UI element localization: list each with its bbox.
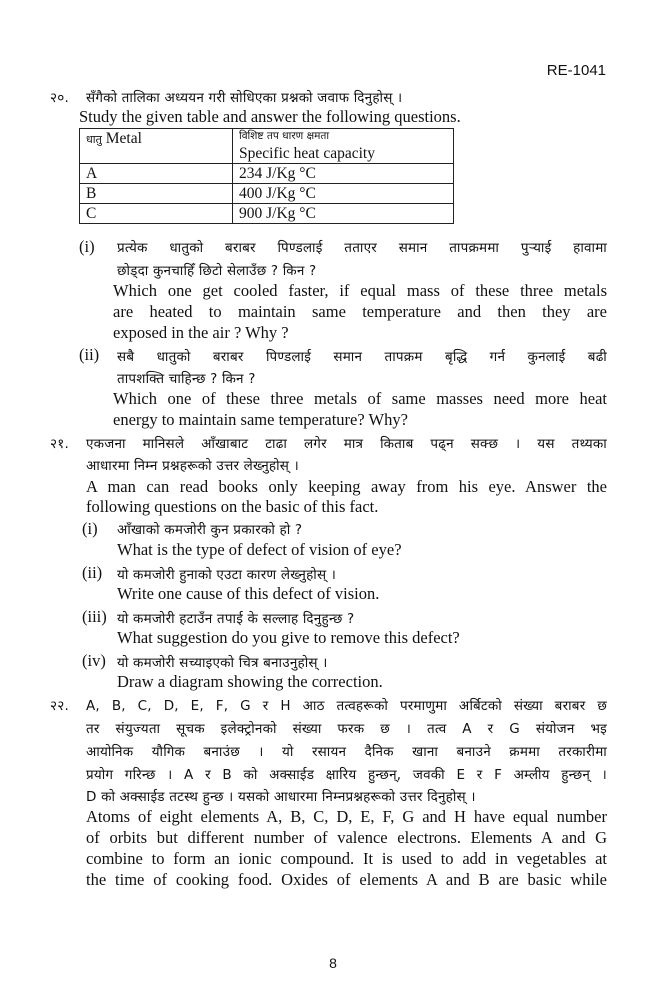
- q20-sub-i-nepali-2: छोड्दा कुनचाहिँ छिटो सेलाउँछ ? किन ?: [117, 263, 317, 279]
- col1-english: Metal: [105, 130, 142, 147]
- q20-sub-i-english-2: are heated to maintain same temperature and then they are: [113, 302, 607, 321]
- question-22-nepali-1: A, B, C, D, E, F, G र H आठ तत्वहरूको परमाणुमा अर्बिटको संख्या बराबर छ: [86, 698, 607, 714]
- question-20-number: २०.: [50, 90, 69, 106]
- metal-cell: B: [80, 184, 233, 204]
- q20-sub-ii-nepali-1: सबै धातुको बराबर पिण्डलाई समान तापक्रम बृद्धि गर्न कुनलाई बढी: [117, 349, 607, 365]
- q21-sub-iv-nepali: यो कमजोरी सच्याइएको चित्र बनाउनुहोस् ।: [117, 655, 328, 671]
- question-22-english-4: the time of cooking food. Oxides of elements A and B are basic while: [86, 870, 607, 889]
- value-cell: 400 J/Kg °C: [233, 184, 454, 204]
- question-20-nepali: सँगैको तालिका अध्ययन गरी सोधिएका प्रश्नको जवाफ दिनुहोस् ।: [86, 90, 403, 106]
- question-22-english-1: Atoms of eight elements A, B, C, D, E, F, G and H have equal number: [86, 807, 607, 826]
- specific-heat-table: [79, 128, 454, 224]
- question-22-english-2: of orbits but different number of valence electrons. Elements A and G: [86, 828, 607, 847]
- table-row: [80, 204, 454, 224]
- question-22-nepali-5: D को अक्साईड तटस्थ हुन्छ । यसको आधारमा निम्नप्रश्नहरूको उत्तर दिनुहोस् ।: [86, 789, 476, 805]
- q21-sub-iv-label: (iv): [82, 651, 106, 670]
- page-number: 8: [329, 955, 337, 971]
- question-22-number: २२.: [50, 698, 69, 714]
- question-21-english-2: following questions on the basic of this fact.: [86, 497, 379, 516]
- q21-sub-iii-english: What suggestion do you give to remove this defect?: [117, 628, 460, 647]
- q21-sub-ii-label: (ii): [82, 563, 103, 582]
- value-cell: 900 J/Kg °C: [233, 204, 454, 224]
- question-22-nepali-2: तर संयुज्यता सूचक इलेक्ट्रोनको संख्या फरक छ । तत्व A र G संयोजन भइ: [86, 721, 607, 737]
- question-20-english: Study the given table and answer the following questions.: [79, 107, 461, 126]
- q21-sub-iii-nepali: यो कमजोरी हटाउँन तपाई के सल्लाह दिनुहुन्छ ?: [117, 611, 355, 627]
- q21-sub-iii-label: (iii): [82, 607, 107, 626]
- col2-english: Specific heat capacity: [239, 145, 375, 162]
- question-21-nepali-1: एकजना मानिसले आँखाबाट टाढा लगेर मात्र किताब पढ्न सक्छ । यस तथ्यका: [86, 436, 607, 452]
- value-cell: 234 J/Kg °C: [233, 164, 454, 184]
- table-header-row: [80, 129, 454, 164]
- q20-sub-i-nepali-1: प्रत्येक धातुको बराबर पिण्डलाई तताएर समान तापक्रममा पुर्‍याई हावामा: [117, 240, 607, 256]
- metal-cell: A: [80, 164, 233, 184]
- table-row: [80, 184, 454, 204]
- q20-sub-ii-nepali-2: तापशक्ति चाहिन्छ ? किन ?: [117, 371, 256, 387]
- q20-sub-ii-english-2: energy to maintain same temperature? Why?: [113, 410, 408, 429]
- q21-sub-i-english: What is the type of defect of vision of eye?: [117, 540, 402, 559]
- q20-sub-i-english-1: Which one get cooled faster, if equal mass of these three metals: [113, 281, 607, 300]
- question-21-number: २१.: [50, 436, 69, 452]
- q21-sub-iv-english: Draw a diagram showing the correction.: [117, 672, 383, 691]
- question-22-english-3: combine to form an ionic compound. It is used to add in vegetables at: [86, 849, 607, 868]
- q20-sub-i-label: (i): [79, 237, 95, 256]
- q21-sub-i-nepali: आँखाको कमजोरी कुन प्रकारको हो ?: [117, 522, 303, 538]
- question-21-nepali-2: आधारमा निम्न प्रश्नहरूको उत्तर लेख्नुहोस् ।: [86, 458, 299, 474]
- col1-nepali: धातु: [86, 133, 102, 146]
- paper-code: RE-1041: [546, 62, 606, 79]
- q21-sub-ii-nepali: यो कमजोरी हुनाको एउटा कारण लेख्नुहोस् ।: [117, 567, 337, 583]
- question-22-nepali-4: प्रयोग गरिन्छ । A र B को अक्साईड क्षारिय हुन्छन्, जवकी E र F अम्लीय हुन्छन् ।: [86, 767, 607, 783]
- q20-sub-i-english-3: exposed in the air ? Why ?: [113, 323, 289, 342]
- q20-sub-ii-english-1: Which one of these three metals of same masses need more heat: [113, 389, 607, 408]
- question-22-nepali-3: आयोनिक यौगिक बनाउंछ । यो रसायन दैनिक खाना बनाउने क्रममा तरकारीमा: [86, 744, 607, 760]
- question-21-english-1: A man can read books only keeping away from his eye. Answer the: [86, 477, 607, 496]
- q21-sub-i-label: (i): [82, 519, 98, 538]
- q21-sub-ii-english: Write one cause of this defect of vision.: [117, 584, 380, 603]
- q20-sub-ii-label: (ii): [79, 345, 100, 364]
- col2-nepali: विशिष्ट तप धारण क्षमता: [239, 130, 330, 142]
- metal-cell: C: [80, 204, 233, 224]
- table-row: [80, 164, 454, 184]
